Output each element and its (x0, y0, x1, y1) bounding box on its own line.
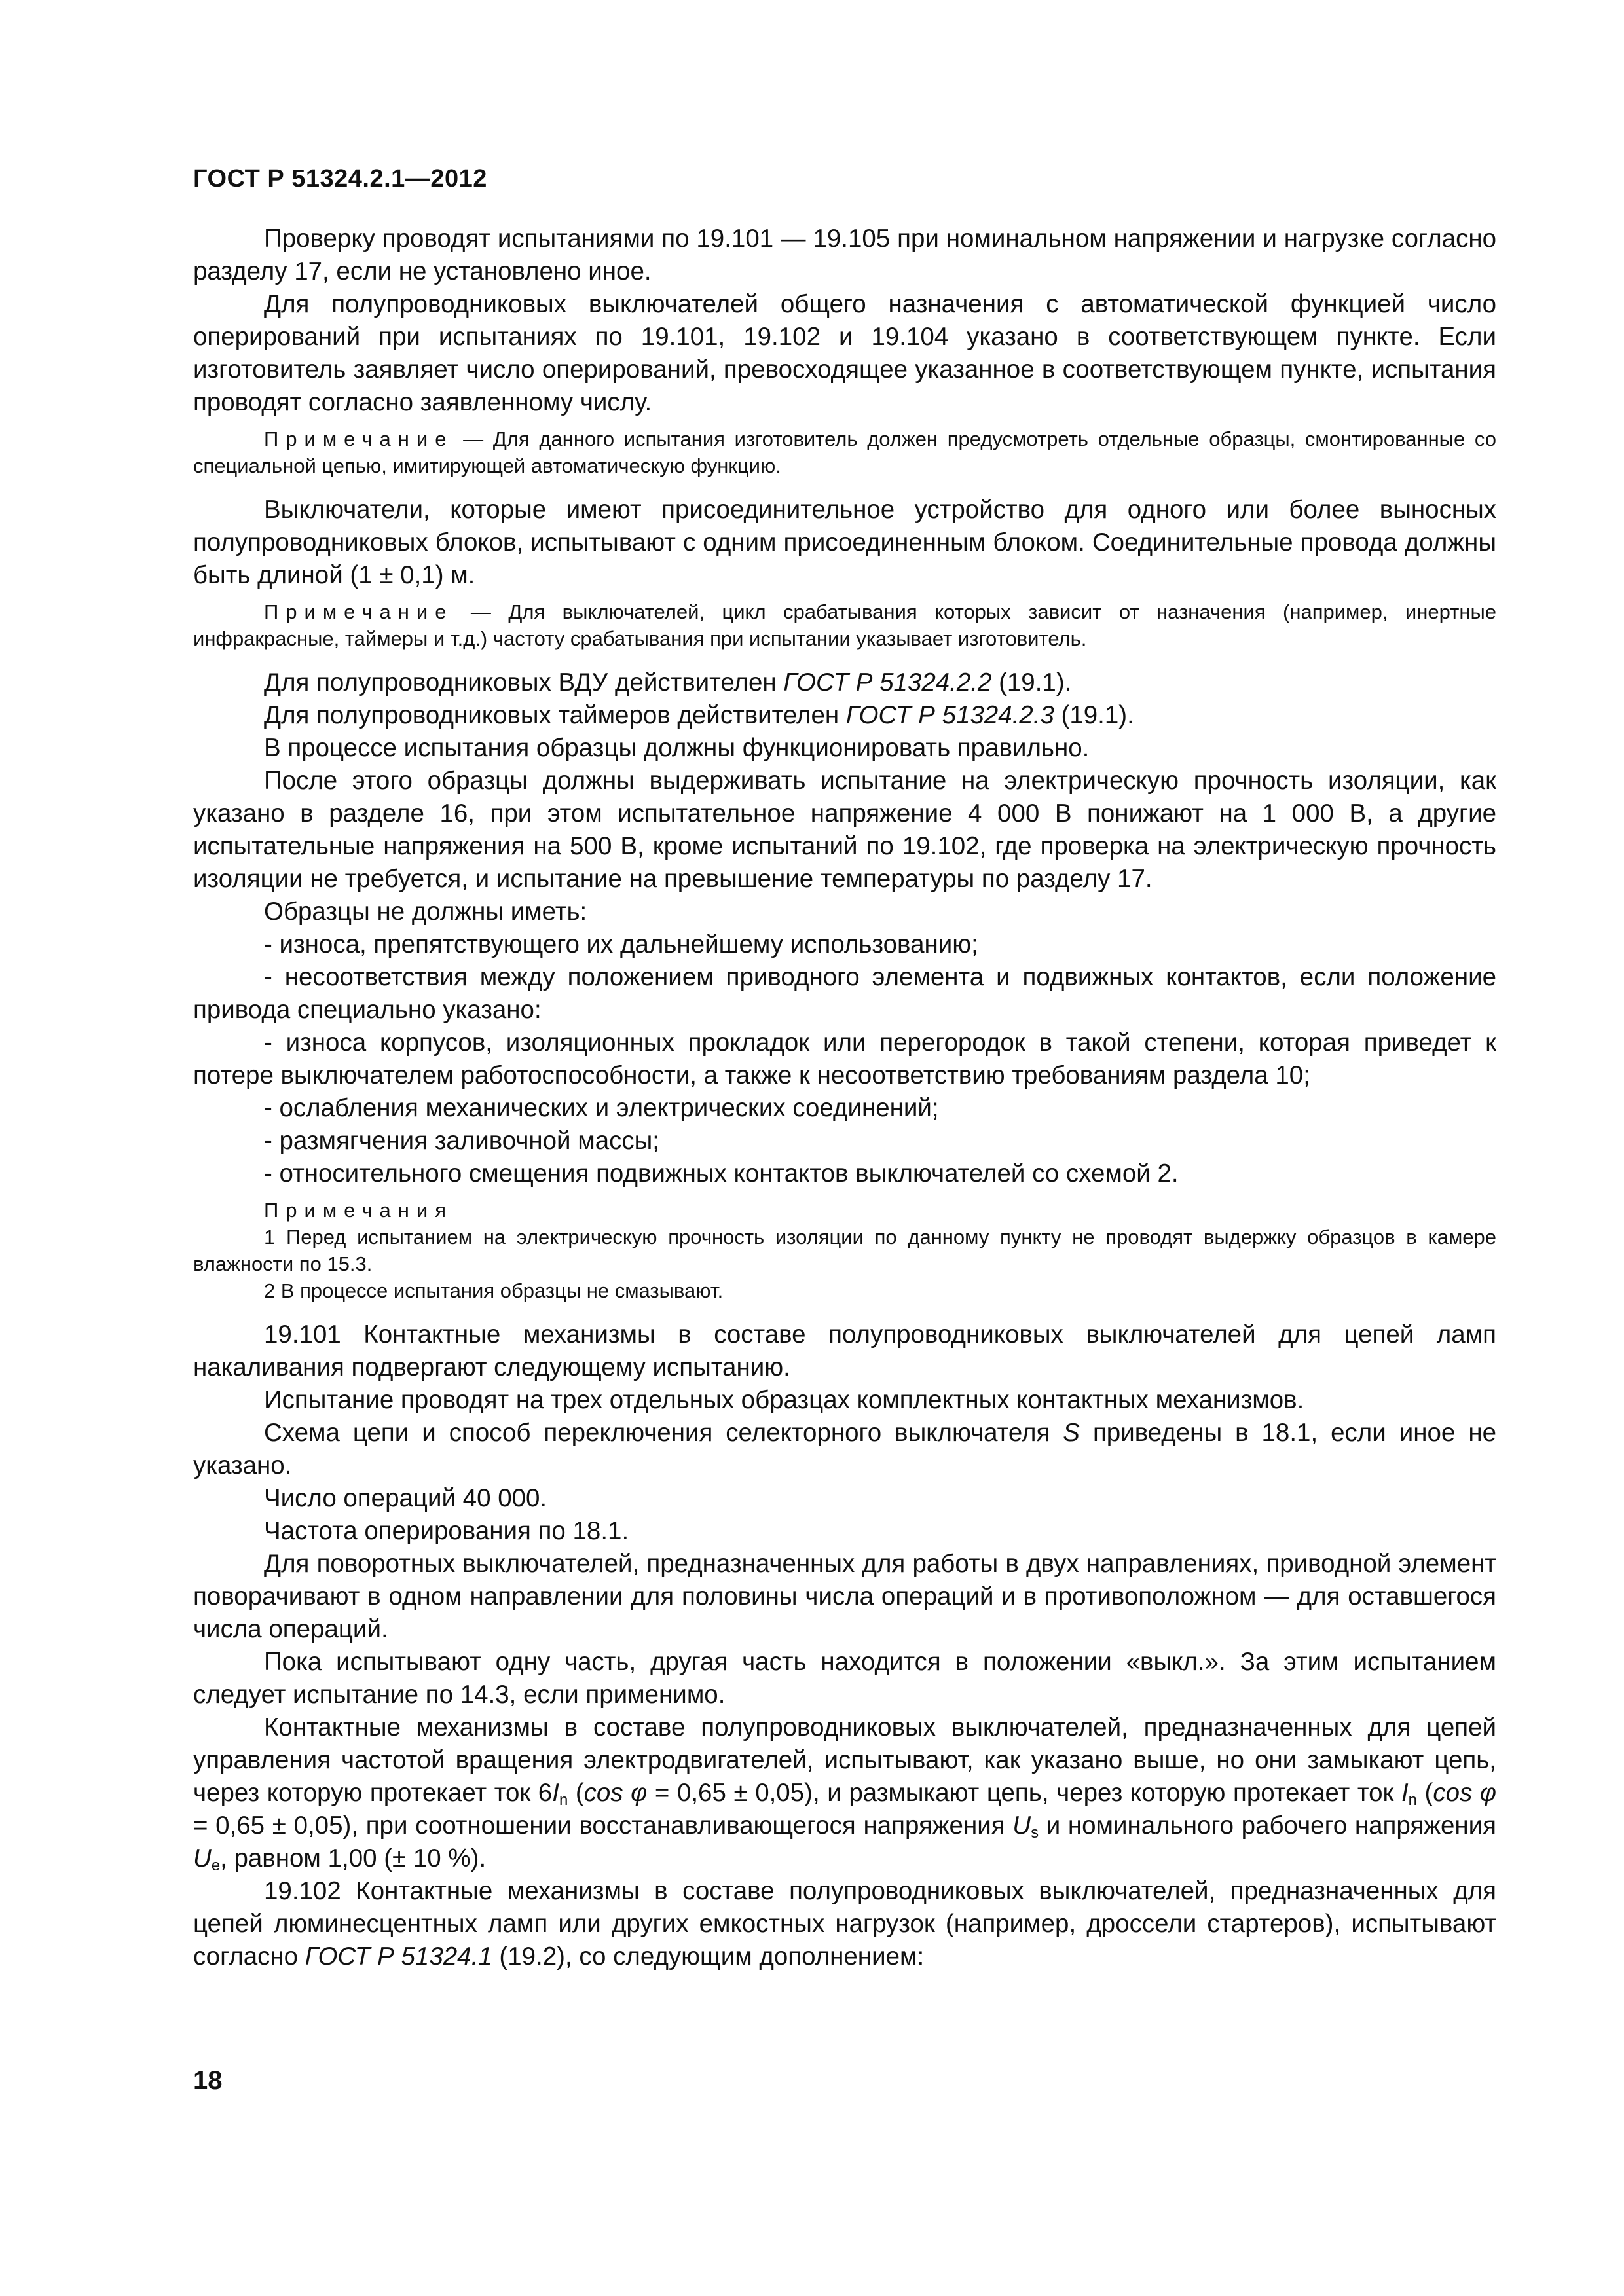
paragraph-vdu: Для полупроводниковых ВДУ действителен ГОСТ Р 51324.2.2 (19.1). (264, 668, 1072, 697)
list-item: - размягчения заливочной массы; (264, 1127, 660, 1155)
list-item: - износа, препятствующего их дальнейшему использованию; (264, 930, 978, 958)
clause-19-102: 19.102 Контактные механизмы в составе полупроводниковых выключателей, предназначенных для цепей люминесцентных ламп или других емкостных нагрузок (например, дроссели стартеров), испытывают согласно ГОСТ Р 51324.1 (19.2), со следующим дополнением: (193, 1877, 1496, 1971)
notes-3-label: Примечания (264, 1199, 453, 1222)
reference-gost-2-3: ГОСТ Р 51324.2.3 (845, 701, 1054, 729)
note-1-label: Примечание (264, 428, 454, 450)
list-item: - относительного смещения подвижных контактов выключателей со схемой 2. (264, 1159, 1179, 1188)
reference-gost-1: ГОСТ Р 51324.1 (304, 1942, 492, 1971)
note-1-text: — Для данного испытания изготовитель должен предусмотреть отдельные образцы, смонтированные со специальной цепью, имитирующей автоматическую функцию. (193, 428, 1496, 477)
list-item: - ослабления механических и электрических соединений; (264, 1094, 939, 1122)
reference-gost-2-2: ГОСТ Р 51324.2.2 (783, 668, 992, 697)
clause-19-101: 19.101 Контактные механизмы в составе полупроводниковых выключателей для цепей ламп накаливания подвергают следующему испытанию. (193, 1321, 1496, 1381)
document-body (193, 223, 1496, 1973)
paragraph-parts: Пока испытывают одну часть, другая часть находится в положении «выкл.». За этим испытанием следует испытание по 14.3, если применимо. (193, 1648, 1496, 1709)
symbol-s: S (1063, 1419, 1080, 1447)
paragraph-verification: Проверку проводят испытаниями по 19.101 — 19.105 при номинальном напряжении и нагрузке согласно разделу 17, если не установлено иное. (193, 225, 1496, 285)
paragraph-three-samples: Испытание проводят на трех отдельных образцах комплектных контактных механизмов. (264, 1386, 1304, 1414)
notes-3-item-2: 2 В процессе испытания образцы не смазывают. (264, 1279, 724, 1302)
note-2-text: — Для выключателей, цикл срабатывания которых зависит от назначения (например, инертные инфракрасные, таймеры и т.д.) частоту срабатывания при испытании указывает изготовитель. (193, 600, 1496, 650)
list-item: - несоответствия между положением приводного элемента и подвижных контактов, если положение привода специально указано: (193, 963, 1496, 1024)
paragraph-samples-requirements: Образцы не должны иметь: (264, 898, 587, 926)
note-1 (193, 426, 1496, 479)
paragraph-scheme: Схема цепи и способ переключения селекторного выключателя S приведены в 18.1, если иное не указано. (193, 1419, 1496, 1480)
paragraph-operations-count: Число операций 40 000. (264, 1484, 547, 1512)
notes-3-item-1: 1 Перед испытанием на электрическую прочность изоляции по данному пункту не проводят выдержку образцов в камере влажности по 15.3. (193, 1226, 1496, 1275)
standard-code-header: ГОСТ Р 51324.2.1—2012 (193, 165, 487, 192)
paragraph-timers: Для полупроводниковых таймеров действителен ГОСТ Р 51324.2.3 (19.1). (264, 701, 1134, 729)
paragraph-frequency: Частота оперирования по 18.1. (264, 1517, 629, 1545)
paragraph-remote-units: Выключатели, которые имеют присоединительное устройство для одного или более выносных полупроводниковых блоков, испытывают с одним присоединенным блоком. Соединительные провода должны быть длиной (1 ± 0,1) м. (193, 496, 1496, 589)
note-2-label: Примечание (264, 600, 454, 623)
paragraph-motor-control: Контактные механизмы в составе полупроводниковых выключателей, предназначенных для цепей управления частотой вращения электродвигателей, испытывают, как указано выше, но они замыкают цепь, через которую протекает ток $6I_n$ (cos φ = 0,65 ± 0,05), и размыкают цепь, через которую протекает ток $I_n$ (cos φ = 0,65 ± 0,05), при соотношении восстанавливающегося напряжения $U_s$ и номинального рабочего напряжения $U_e$, равном 1,00 (± 10 %). (193, 1713, 1496, 1874)
paragraph-dielectric: После этого образцы должны выдерживать испытание на электрическую прочность изоляции, как указано в разделе 16, при этом испытательное напряжение 4 000 В понижают на 1 000 В, а другие испытательные напряжения на 500 В, кроме испытаний по 19.102, где проверка на электрическую прочность изоляции не требуется, и испытание на превышение температуры по разделу 17. (193, 767, 1496, 893)
paragraph-rotary: Для поворотных выключателей, предназначенных для работы в двух направлениях, приводной элемент поворачивают в одном направлении для половины числа операций и в противоположном — для оставшегося числа операций. (193, 1550, 1496, 1643)
list-item: - износа корпусов, изоляционных прокладок или перегородок в такой степени, которая приведет к потере выключателем работоспособности, а также к несоответствию требованиям раздела 10; (193, 1029, 1496, 1089)
note-2 (193, 598, 1496, 652)
paragraph-function: В процессе испытания образцы должны функционировать правильно. (264, 734, 1090, 762)
page-number: 18 (193, 2066, 223, 2095)
paragraph-general-purpose: Для полупроводниковых выключателей общего назначения с автоматической функцией число оперирований при испытаниях по 19.101, 19.102 и 19.104 указано в соответствующем пункте. Если изготовитель заявляет число оперирований, превосходящее указанное в соответствующем пункте, испытания проводят согласно заявленному числу. (193, 290, 1496, 416)
